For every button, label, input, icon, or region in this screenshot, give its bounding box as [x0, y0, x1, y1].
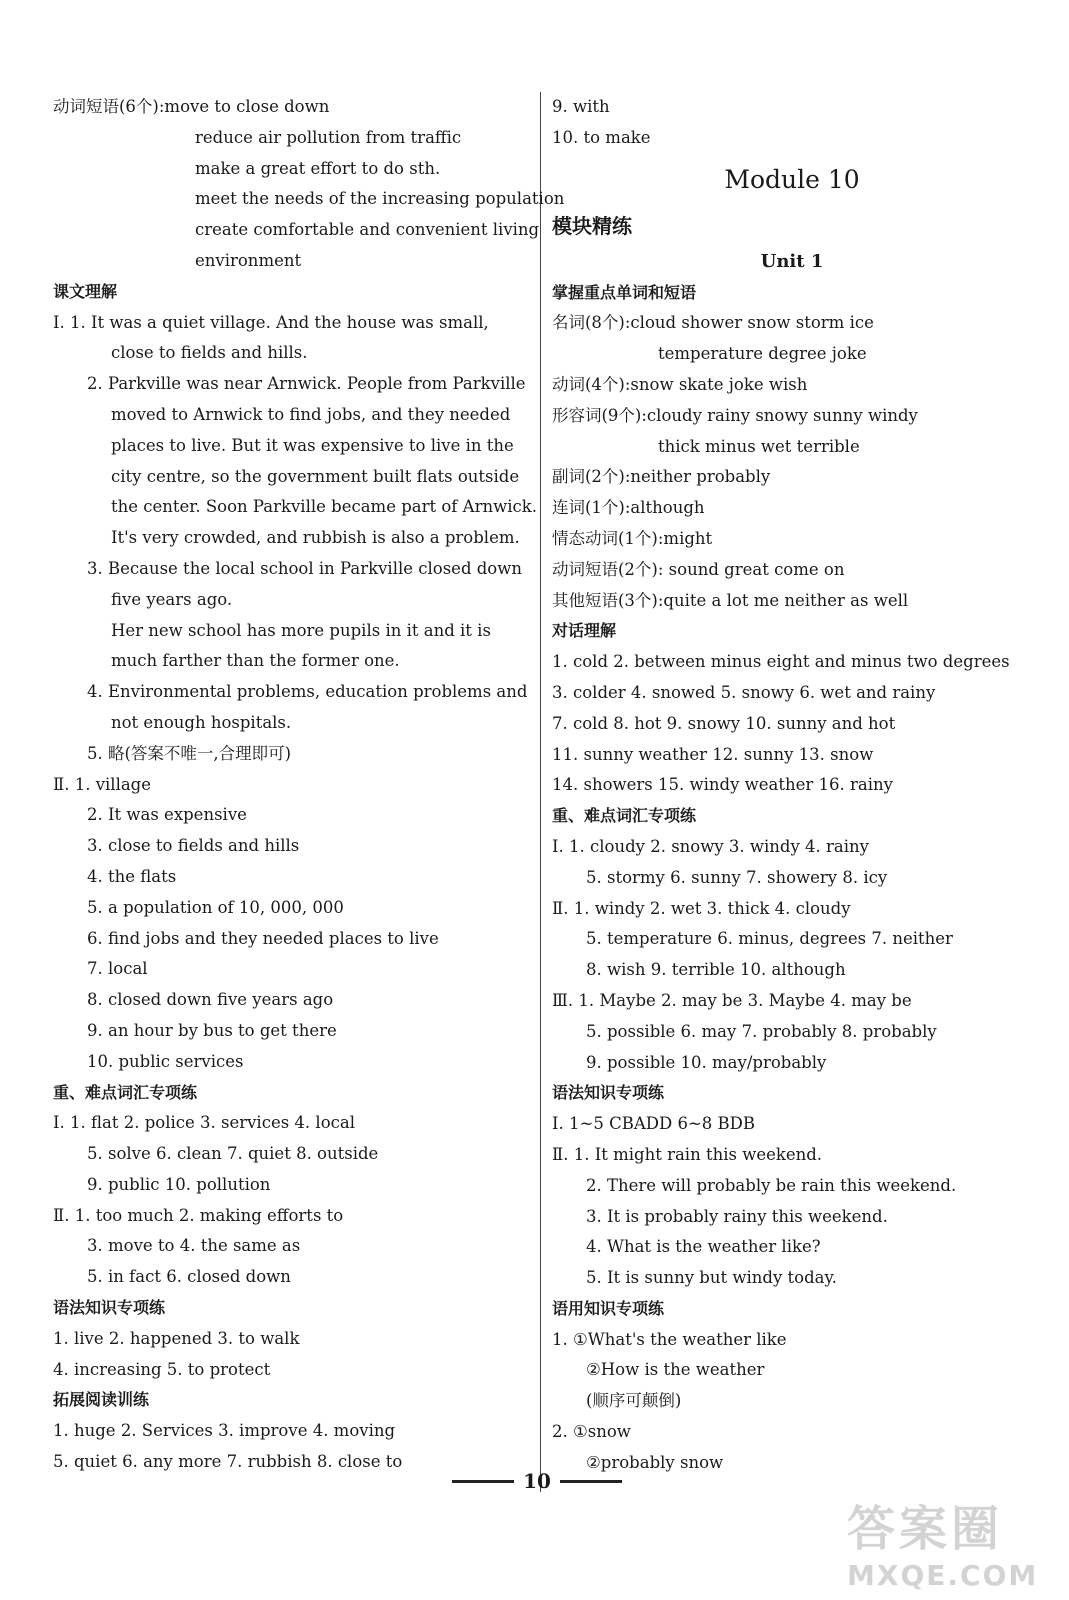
answer-line: 形容词(9个):cloudy rainy snowy sunny windy	[552, 405, 918, 425]
answer-line: 10. to make	[552, 127, 651, 147]
answer-line: 2. There will probably be rain this weekend.	[586, 1175, 957, 1195]
watermark-line1: 答案圈	[847, 1501, 1004, 1557]
answer-line: 其他短语(3个):quite a lot me neither as well	[552, 590, 909, 610]
answer-line: (顺序可颠倒)	[586, 1391, 682, 1411]
answer-line: Ⅲ. 1. Maybe 2. may be 3. Maybe 4. may be	[552, 990, 912, 1010]
section-heading: 语法知识专项练	[552, 1083, 665, 1103]
answer-line: five years ago.	[111, 589, 233, 609]
answer-line: 4. Environmental problems, education problems and	[87, 682, 528, 702]
answer-line: reduce air pollution from traffic	[195, 127, 462, 147]
answer-line: It's very crowded, and rubbish is also a problem.	[111, 528, 520, 548]
answer-line: 5. It is sunny but windy today.	[586, 1268, 837, 1288]
answer-line: 9. public 10. pollution	[87, 1174, 271, 1194]
answer-line: close to fields and hills.	[111, 343, 308, 363]
answer-line: ②How is the weather	[586, 1360, 765, 1380]
section-heading: 模块精练	[552, 213, 632, 238]
section-heading: 重、难点词汇专项练	[552, 806, 697, 826]
answer-line: not enough hospitals.	[111, 712, 292, 732]
answer-line: 4. the flats	[87, 866, 177, 886]
answer-line: 2. ①snow	[552, 1422, 631, 1442]
section-heading: 语用知识专项练	[552, 1298, 665, 1318]
answer-line: 7. cold 8. hot 9. snowy 10. sunny and hot	[552, 713, 896, 733]
watermark-line2: MXQE.COM	[847, 1559, 1039, 1592]
answer-line: 3. close to fields and hills	[87, 836, 300, 856]
answer-line: 1. live 2. happened 3. to walk	[53, 1328, 300, 1348]
answer-line: 动词(4个):snow skate joke wish	[552, 374, 808, 394]
right-column	[552, 92, 1032, 1479]
answer-line: 4. increasing 5. to protect	[53, 1359, 271, 1379]
watermark-logo	[847, 1490, 1057, 1590]
column-divider	[540, 92, 541, 1492]
answer-line: Ⅰ. 1~5 CBADD 6~8 BDB	[552, 1114, 755, 1134]
answer-line: meet the needs of the increasing population	[195, 189, 565, 209]
answer-line: 9. with	[552, 97, 610, 116]
answer-line: Ⅰ. 1. flat 2. police 3. services 4. local	[53, 1113, 355, 1133]
answer-line: city centre, so the government built flats outside	[111, 466, 520, 486]
section-heading: 拓展阅读训练	[53, 1390, 150, 1410]
answer-line: 2. It was expensive	[87, 805, 247, 825]
answer-line: Ⅰ. 1. It was a quiet village. And the house was small,	[53, 312, 489, 332]
answer-line: 动词短语(2个): sound great come on	[552, 559, 845, 579]
answer-line: 10. public services	[87, 1051, 244, 1071]
section-heading: 重、难点词汇专项练	[53, 1082, 198, 1102]
answer-line: 5. solve 6. clean 7. quiet 8. outside	[87, 1144, 379, 1164]
answer-line: ②probably snow	[586, 1452, 724, 1472]
answer-line: Ⅱ. 1. too much 2. making efforts to	[53, 1205, 344, 1225]
answer-line: 8. wish 9. terrible 10. although	[586, 960, 846, 980]
answer-line: 1. huge 2. Services 3. improve 4. moving	[53, 1421, 396, 1441]
answer-line: Ⅱ. 1. It might rain this weekend.	[552, 1144, 823, 1164]
footer-right-ornament	[560, 1480, 622, 1483]
answer-line: moved to Arnwick to find jobs, and they needed	[111, 404, 511, 424]
answer-line: much farther than the former one.	[111, 651, 400, 671]
page-footer	[452, 1464, 622, 1498]
answer-line: create comfortable and convenient living	[195, 220, 540, 240]
answer-line: 3. colder 4. snowed 5. snowy 6. wet and rainy	[552, 682, 936, 702]
answer-line: temperature degree joke	[658, 344, 867, 364]
answer-line: 7. local	[87, 959, 148, 979]
answer-line: 5. temperature 6. minus, degrees 7. neither	[586, 929, 953, 949]
answer-line: 2. Parkville was near Arnwick. People from Parkville	[87, 374, 526, 394]
answer-line: the center. Soon Parkville became part of Arnwick.	[111, 497, 537, 517]
section-heading: 课文理解	[53, 281, 118, 301]
answer-line: 动词短语(6个):move to close down	[53, 97, 330, 116]
answer-line: Her new school has more pupils in it and it is	[111, 620, 491, 640]
footer-left-ornament	[452, 1480, 514, 1483]
answer-line: 3. move to 4. the same as	[87, 1236, 301, 1256]
answer-line: 6. find jobs and they needed places to live	[87, 928, 439, 948]
section-heading: 对话理解	[552, 621, 617, 641]
answer-line: 4. What is the weather like?	[586, 1237, 821, 1257]
answer-line: 5. possible 6. may 7. probably 8. probably	[586, 1021, 937, 1041]
answer-line: make a great effort to do sth.	[195, 158, 441, 178]
answer-line: 3. Because the local school in Parkville closed down	[87, 558, 522, 578]
answer-line: 副词(2个):neither probably	[552, 467, 771, 487]
left-column	[53, 92, 565, 1478]
answer-line: 11. sunny weather 12. sunny 13. snow	[552, 744, 874, 764]
answer-line: 8. closed down five years ago	[87, 990, 334, 1010]
answer-line: Ⅰ. 1. cloudy 2. snowy 3. windy 4. rainy	[552, 836, 869, 856]
answer-line: 5. quiet 6. any more 7. rubbish 8. close to	[53, 1452, 403, 1472]
page-number: 10	[523, 1469, 551, 1493]
answer-line: environment	[195, 250, 302, 270]
module-title: Module 10	[724, 164, 860, 194]
answer-line: 9. possible 10. may/probably	[586, 1052, 827, 1072]
answer-line: 5. stormy 6. sunny 7. showery 8. icy	[586, 867, 888, 887]
answer-line: 5. a population of 10, 000, 000	[87, 897, 344, 917]
answer-line: 3. It is probably rainy this weekend.	[586, 1206, 888, 1226]
unit-title: Unit 1	[760, 250, 824, 272]
section-heading: 掌握重点单词和短语	[552, 282, 697, 302]
answer-line: 5. 略(答案不唯一,合理即可)	[87, 743, 292, 763]
answer-line: Ⅱ. 1. windy 2. wet 3. thick 4. cloudy	[552, 898, 851, 918]
answer-line: 名词(8个):cloud shower snow storm ice	[552, 313, 874, 333]
answer-line: 5. in fact 6. closed down	[87, 1267, 291, 1287]
answer-line: thick minus wet terrible	[658, 436, 860, 456]
answer-line: places to live. But it was expensive to live in the	[111, 435, 514, 455]
answer-line: 9. an hour by bus to get there	[87, 1020, 337, 1040]
answer-line: 连词(1个):although	[552, 498, 705, 518]
answer-line: 1. cold 2. between minus eight and minus two degrees	[552, 652, 1010, 672]
answer-line: 1. ①What's the weather like	[552, 1329, 787, 1349]
section-heading: 语法知识专项练	[53, 1298, 166, 1318]
answer-line: 14. showers 15. windy weather 16. rainy	[552, 775, 893, 795]
answer-line: Ⅱ. 1. village	[53, 774, 152, 794]
answer-line: 情态动词(1个):might	[552, 528, 713, 548]
